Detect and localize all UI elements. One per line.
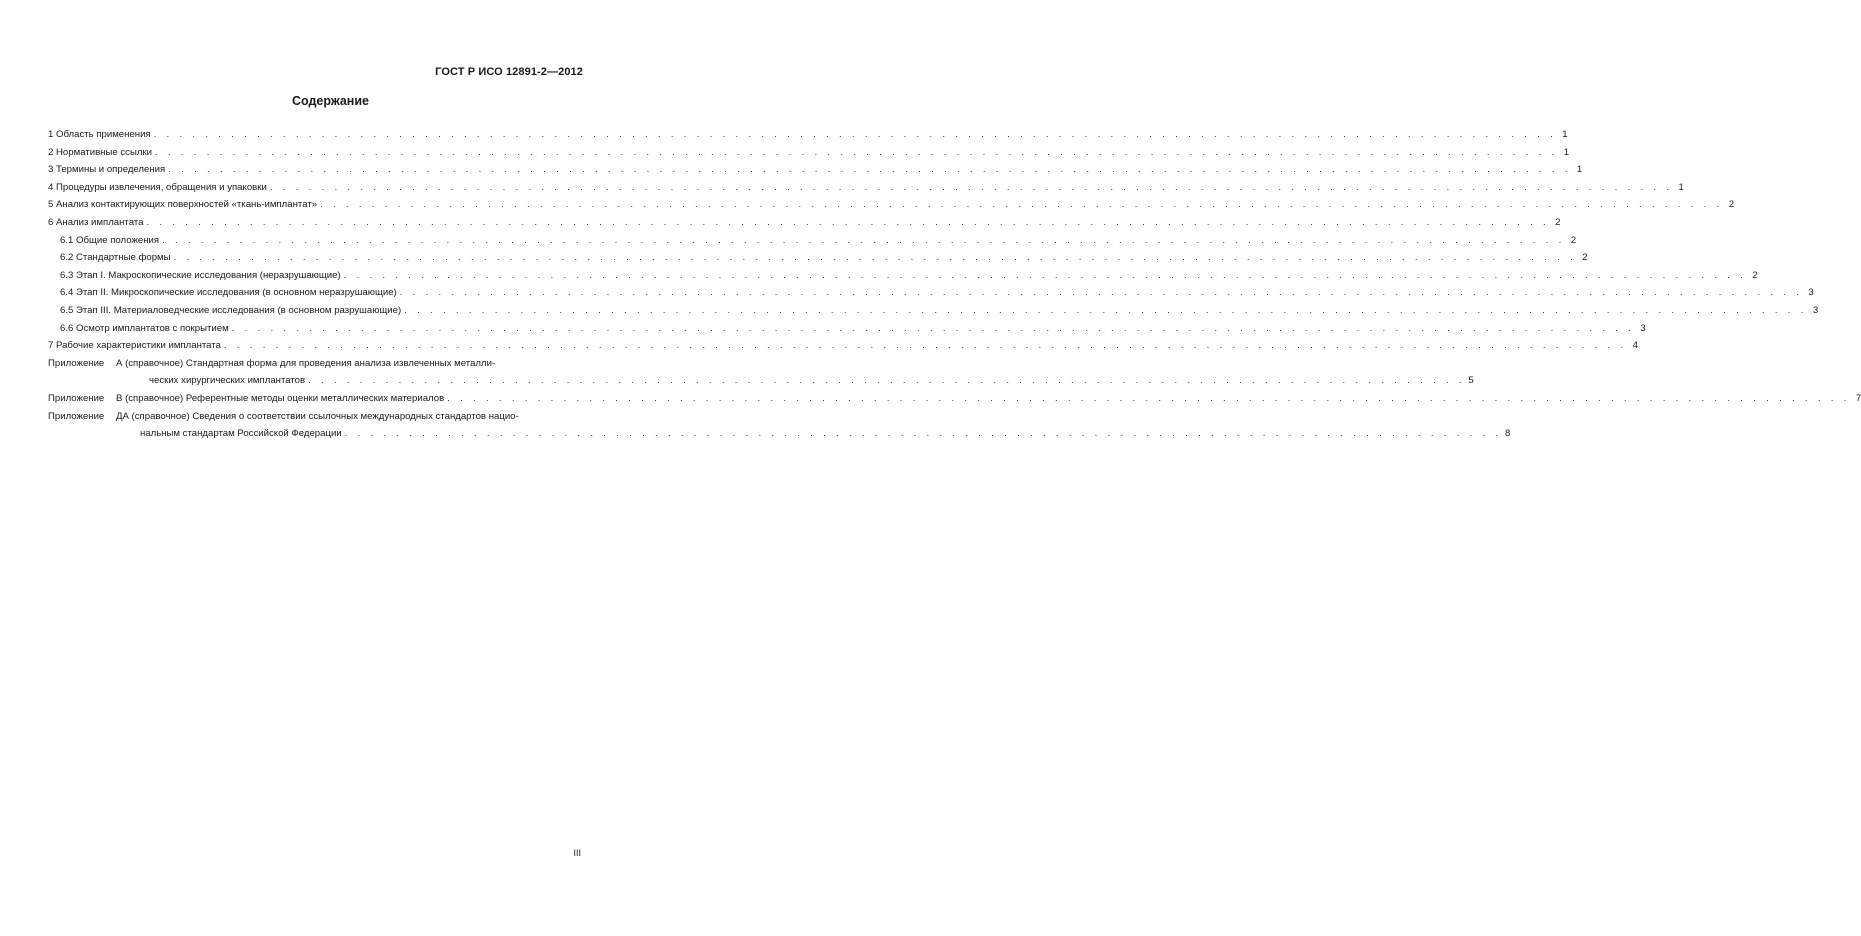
toc-entry[interactable]	[48, 144, 1570, 162]
appendix-word: Приложение	[48, 357, 105, 369]
toc-entry-page: 2	[1752, 269, 1758, 281]
toc-entry-label: 1 Область применения	[48, 129, 151, 140]
toc-subentry[interactable]	[48, 232, 1577, 250]
toc-entry-label: 6.5 Этап III. Материаловедческие исследования (в основном разрушающие)	[60, 304, 402, 316]
toc-entry[interactable]	[48, 337, 1638, 355]
toc-entry-page: 2	[1570, 234, 1577, 246]
leader-dots	[447, 390, 1850, 408]
toc-entry[interactable]	[48, 214, 1561, 232]
toc-entry-page: 2	[1555, 216, 1561, 228]
toc-entry-page: 3	[1808, 287, 1814, 299]
toc-title: Содержание	[291, 94, 369, 108]
toc-entry-page: 1	[1563, 146, 1570, 158]
toc-entry[interactable]	[48, 161, 1583, 179]
toc-subentry[interactable]	[48, 284, 1814, 302]
toc-entry-page: 3	[1812, 304, 1819, 316]
toc-entry-label: 6.3 Этап I. Макроскопические исследования (неразрушающие)	[60, 269, 341, 281]
toc-appendix-entry[interactable]	[48, 390, 1861, 408]
leader-dots	[345, 425, 1502, 443]
toc-entry[interactable]	[48, 196, 1735, 214]
leader-dots	[320, 196, 1723, 214]
appendix-title-line: А (справочное) Стандартная форма для проведения анализа извлеченных металли-	[116, 357, 496, 369]
toc-entry-page: 1	[1562, 129, 1568, 140]
appendix-title-line: В (справочное) Референтные методы оценки металлических материалов	[116, 392, 445, 404]
toc-entry-page: 1	[1576, 164, 1583, 176]
toc-entry-label: 6.6 Осмотр имплантатов с покрытием	[60, 322, 229, 334]
appendix-title-line: ДА (справочное) Сведения о соответствии ссылочных международных стандартов нацио-	[116, 410, 519, 422]
leader-dots	[174, 249, 1577, 267]
page-number: III	[573, 848, 581, 858]
toc-entry-page: 8	[1505, 428, 1511, 440]
toc-entry-page: 2	[1728, 199, 1735, 211]
appendix-title-line: нальным стандартам Российской Федерации	[140, 428, 342, 440]
toc-entry-page: 1	[1678, 181, 1684, 193]
toc-entry-label: 4 Процедуры извлечения, обращения и упаковки	[48, 181, 267, 193]
leader-dots	[146, 214, 1549, 232]
leader-dots	[232, 320, 1635, 338]
toc-appendix-entry[interactable]	[48, 408, 1511, 443]
document-code: ГОСТ Р ИСО 12891-2—2012	[435, 66, 583, 78]
toc-subentry[interactable]	[48, 267, 1758, 285]
leader-dots	[404, 302, 1807, 320]
toc-entry-page: 2	[1582, 252, 1588, 264]
leader-dots	[154, 126, 1557, 144]
toc-entry-label: 2 Нормативные ссылки	[48, 146, 153, 158]
toc-entry-label: 6.2 Стандартные формы	[60, 252, 171, 264]
toc-entry[interactable]	[48, 179, 1684, 197]
appendix-word: Приложение	[48, 392, 105, 404]
toc-entry-page: 5	[1468, 375, 1474, 387]
leader-dots	[308, 372, 1465, 390]
toc-entry-page: 3	[1640, 322, 1646, 334]
appendix-word: Приложение	[48, 410, 105, 422]
toc-entry-label: 7 Рабочие характеристики имплантата	[48, 340, 221, 352]
toc-subentry[interactable]	[48, 249, 1588, 267]
table-of-contents	[48, 126, 1861, 443]
toc-entry-label: 5 Анализ контактирующих поверхностей «ткань-имплантат»	[48, 199, 318, 211]
leader-dots	[224, 337, 1627, 355]
leader-dots	[155, 144, 1558, 162]
leader-dots	[400, 284, 1803, 302]
leader-dots	[344, 267, 1747, 285]
toc-subentry[interactable]	[48, 320, 1646, 338]
toc-entry-page: 4	[1632, 340, 1638, 352]
toc-appendix-entry[interactable]	[48, 355, 1474, 390]
toc-subentry[interactable]	[48, 302, 1819, 320]
leader-dots	[162, 232, 1565, 250]
toc-entry-label: 3 Термины и определения	[48, 164, 166, 176]
leader-dots	[270, 179, 1673, 197]
toc-entry-label: 6 Анализ имплантата	[48, 216, 144, 228]
toc-entry-label: 6.4 Этап II. Микроскопические исследования (в основном неразрушающие)	[60, 287, 397, 299]
toc-entry-label: 6.1 Общие положения	[60, 234, 160, 246]
leader-dots	[168, 161, 1571, 179]
toc-entry[interactable]	[48, 126, 1568, 144]
toc-entry-page: 7	[1855, 392, 1861, 404]
appendix-title-line: ческих хирургических имплантатов	[149, 375, 306, 387]
